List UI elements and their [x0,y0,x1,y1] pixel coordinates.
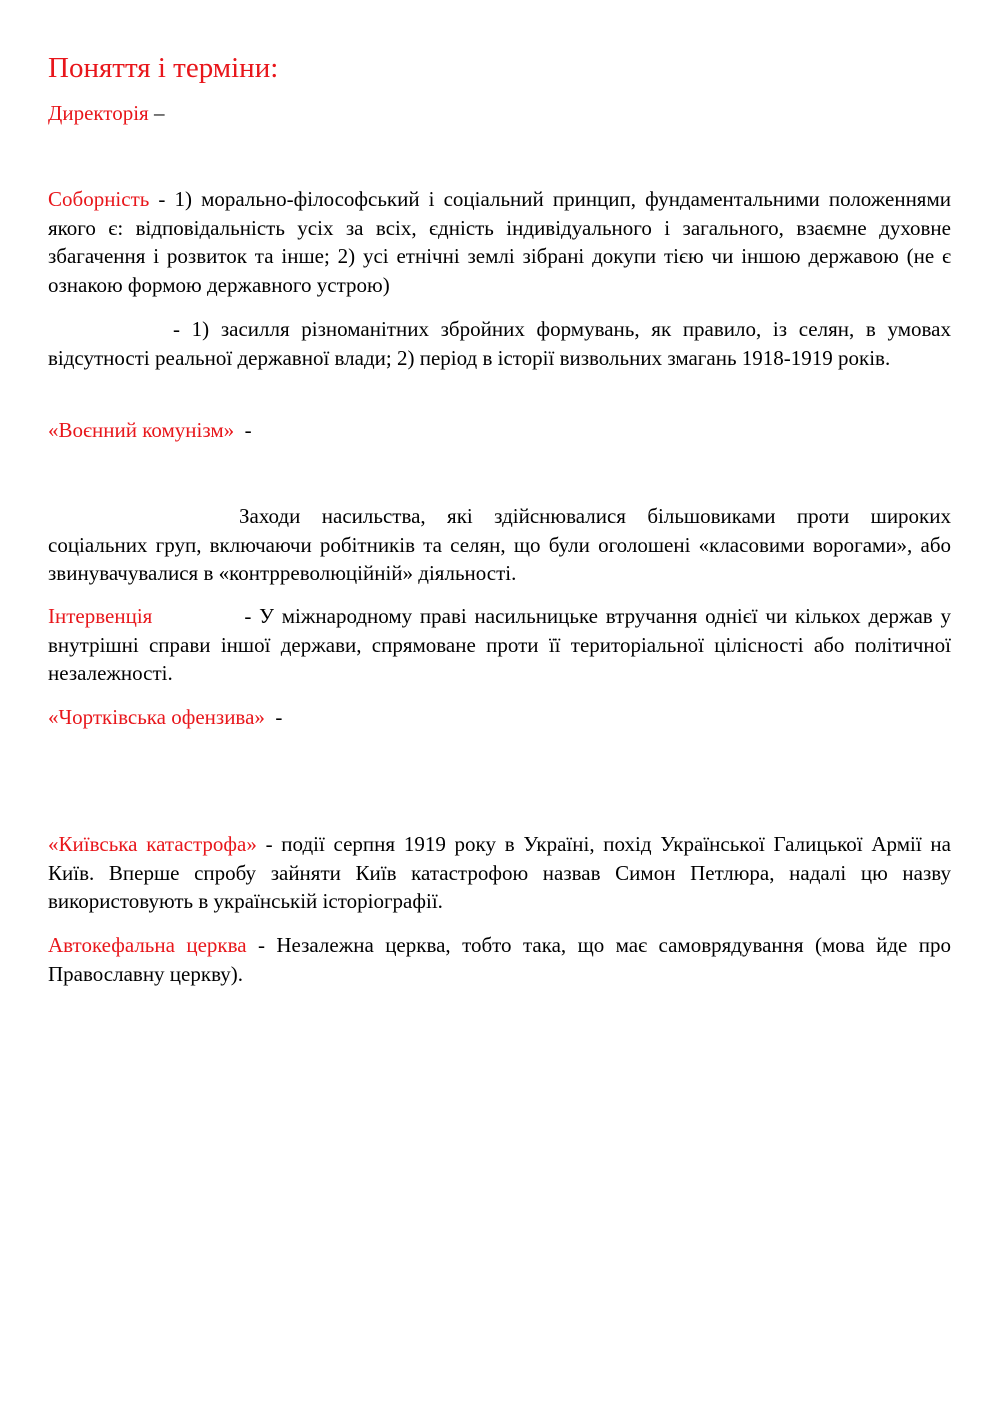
definition-chervonyi-teror: Заходи насильства, які здійснювалися більшовиками проти широких соціальних груп, включаючи робітників та селян, що були оголошені «класовими ворогами», або звинувачувалися в «контрреволюційній» діяльності. [48,504,951,585]
term-avtokefalna: Автокефальна церква [48,933,247,957]
entry-otamanshchyna [48,315,951,372]
entry-directoria [48,99,951,128]
term-kyivska-katastrofa: «Київська катастрофа» [48,832,257,856]
term-interventsiia: Інтервенція [48,604,153,628]
definition-kyivska-katastrofa: - події серпня 1919 року в Україні, похід Української Галицької Армії на Київ. Вперше спробу зайняти Київ катастрофою назвав Симон Петлюра, надалі цю назву використовують в українській історіографії. [48,832,951,913]
page-title: Поняття і терміни: [48,52,279,84]
definition-sobornist: - 1) морально-філософський і соціальний принцип, фундаментальними положеннями якого є: відповідальність усіх за всіх, єдність індивідуального і загального, взаємне духовне збагачення і розвиток та інше; 2) усі етнічні землі зібрані докупи тією чи іншою державою (не є ознакою формою державного устрою) [48,187,951,297]
entry-chortkivska [48,703,951,732]
entry-chervonyi-teror [48,502,951,588]
term-directoria: Директорія [48,101,149,125]
entry-directoria-dash: – [148,101,165,125]
term-voiennyi-komunizm: «Воєнний комунізм» [48,418,235,442]
entry-voiennyi-komunizm-dash: - [234,418,252,442]
entry-voiennyi-komunizm [48,416,951,445]
term-chortkivska: «Чортківська офензива» [48,705,265,729]
term-sobornist: Соборність [48,187,150,211]
definition-avtokefalna: - Незалежна церква, тобто така, що має самоврядування (мова йде про Православну церкву). [48,933,951,986]
entry-kyivska-katastrofa [48,830,951,916]
entry-sobornist [48,185,951,299]
entry-interventsiia [48,602,951,688]
document-page [48,0,951,1413]
definition-interventsiia: - У міжнародному праві насильницьке втручання однієї чи кількох держав у внутрішні справи іншої держави, спрямоване проти її територіальної цілісності або політичної незалежності. [48,604,951,685]
entry-avtokefalna [48,931,951,988]
entry-chortkivska-dash: - [264,705,283,729]
definition-otamanshchyna: - 1) засилля різноманітних збройних формувань, як правило, із селян, в умовах відсутності реальної державної влади; 2) період в історії визвольних змагань 1918-1919 років. [48,317,951,370]
